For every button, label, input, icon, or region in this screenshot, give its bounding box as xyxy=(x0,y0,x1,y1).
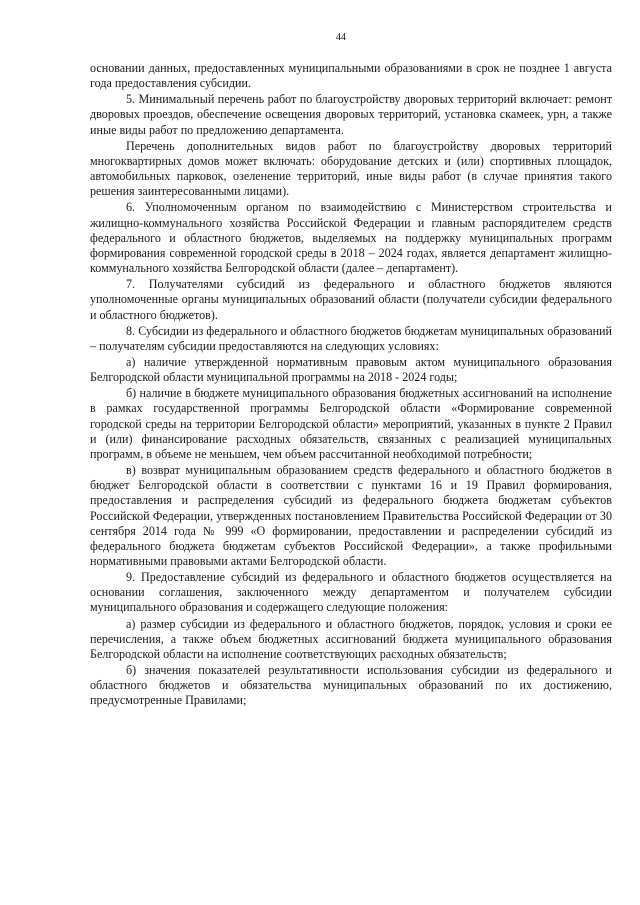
page-number: 44 xyxy=(336,32,346,43)
document-body xyxy=(90,61,612,709)
paragraph-item-9a: а) размер субсидии из федерального и областного бюджетов, порядок, условия и сроки ее перечисления, а также объем бюджетных ассигнований бюджета муниципального образования Белгородской области на исполнение соответствующих расходных обязательств; xyxy=(90,616,612,661)
paragraph-item-9b: б) значения показателей результативности использования субсидии из федерального и областного бюджетов и обязательства муниципальных образований по их достижению, предусмотренные Правилами; xyxy=(90,663,612,708)
paragraph-item-8v: в) возврат муниципальным образованием средств федерального и областного бюджетов в бюджет Белгородской области в соответствии с пунктами 16 и 19 Правил формирования, предоставления и распределения субсидий из федерального бюджета бюджетам субъектов Российской Федерации, утвержденных постановлением Правительства Российской Федерации от 30 сентября 2014 года № 999 «О формировании, предоставлении и распределении субсидий из федерального бюджета бюджетам субъектов Российской Федерации», а также профильными нормативными правовыми актами Белгородской области. xyxy=(90,463,612,568)
paragraph-item-8b: б) наличие в бюджете муниципального образования бюджетных ассигнований на исполнение в рамках государственной программы Белгородской области «Формирование современной городской среды на территории Белгородской области» мероприятий, указанных в пункте 2 Правил и (или) финансирование расходных обязательств, связанных с реализацией муниципальных программ, в объеме не меньшем, чем объем рассчитанной необходимой потребности; xyxy=(90,386,612,461)
paragraph-item-8a: а) наличие утвержденной нормативным правовым актом муниципального образования Белгородской области муниципальной программы на 2018 - 2024 годы; xyxy=(90,354,612,385)
paragraph-item-7: 7. Получателями субсидий из федерального и областного бюджетов являются уполномоченные органы муниципальных образований области (получатели субсидии федерального и областного бюджетов). xyxy=(90,277,612,322)
paragraph-item-9: 9. Предоставление субсидий из федерального и областного бюджетов осуществляется на основании соглашения, заключенного между департаментом и получателем субсидии муниципального образования и содержащего следующие положения: xyxy=(90,570,612,615)
paragraph-continuation: основании данных, предоставленных муниципальными образованиями в срок не позднее 1 августа года предоставления субсидии. xyxy=(90,61,612,91)
paragraph-item-6: 6. Уполномоченным органом по взаимодействию с Министерством строительства и жилищно-коммунального хозяйства Российской Федерации и главным распорядителем средств федерального и областного бюджетов, выделяемых на поддержку муниципальных программ формирования современной городской среды в 2018 – 2024 годах, является департамент жилищно-коммунального хозяйства Белгородской области (далее – департамент). xyxy=(90,200,612,276)
paragraph-item-5: 5. Минимальный перечень работ по благоустройству дворовых территорий включает: ремонт дворовых проездов, обеспечение освещения дворовых территорий, установка скамеек, урн, а также иные виды работ по предложению департамента. xyxy=(90,92,612,137)
paragraph-item-8: 8. Субсидии из федерального и областного бюджетов бюджетам муниципальных образований – получателям субсидии предоставляются на следующих условиях: xyxy=(90,323,612,353)
paragraph-additional-works: Перечень дополнительных видов работ по благоустройству дворовых территорий многоквартирных домов может включать: оборудование детских и (или) спортивных площадок, автомобильных парковок, озеленение территорий, иные виды работ (в случае принятия такого решения заинтересованными лицами). xyxy=(90,138,612,199)
